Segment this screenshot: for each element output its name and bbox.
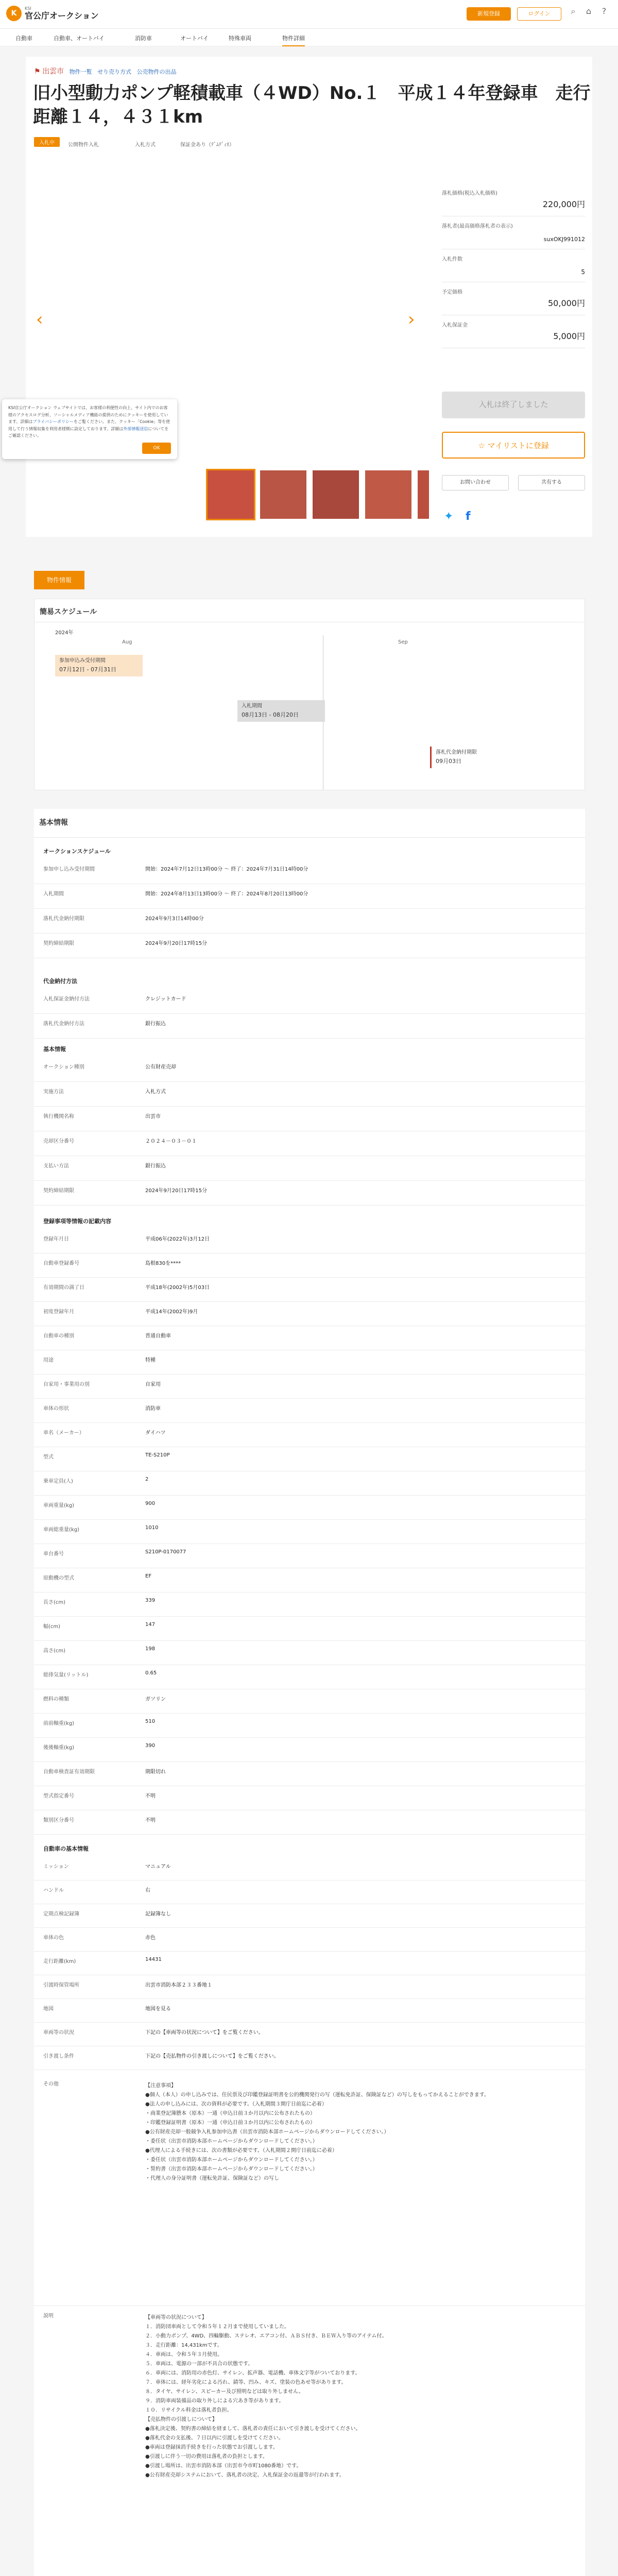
info-label: 車両総重量(kg): [43, 1527, 79, 1533]
info-value: 平成18年(2002年)5月03日: [145, 1285, 210, 1291]
info-row: [34, 859, 585, 884]
info-value: 下記の【売払物件の引き渡しについて】をご覧ください。: [145, 2054, 279, 2059]
info-value: S210P-0170077: [145, 1549, 186, 1555]
schedule-panel: [34, 599, 585, 790]
info-label: 地図: [43, 2006, 54, 2012]
info-label: 総排気量(リットル): [43, 1672, 89, 1678]
nav-item-car-bike[interactable]: 自動車、オートバイ: [54, 35, 105, 42]
info-value: 不明: [145, 1818, 156, 1823]
info-label: 自動車検査証有効期限: [43, 1769, 95, 1775]
info-row: [34, 1880, 585, 1904]
question-icon[interactable]: ?: [602, 6, 607, 16]
info-value: 不明: [145, 1793, 156, 1799]
info-row: [34, 1253, 585, 1278]
info-label: 引き渡し条件: [43, 2054, 74, 2059]
tab-property-info[interactable]: 物件情報: [34, 571, 84, 589]
thumbnail[interactable]: [206, 469, 255, 520]
info-row: [34, 1278, 585, 1302]
cookie-ok-button[interactable]: OK: [142, 443, 171, 454]
info-label: 自動車の種別: [43, 1333, 74, 1339]
info-row: [34, 989, 585, 1014]
logo-mark: K: [6, 6, 22, 21]
inquiry-button[interactable]: お問い合わせ: [442, 475, 509, 490]
info-label: 前前軸重(kg): [43, 1721, 74, 1726]
schedule-year: 2024年: [55, 630, 74, 636]
star-icon: ☆: [478, 441, 488, 450]
info-row: [34, 884, 585, 909]
info-row: [34, 1399, 585, 1423]
register-button[interactable]: 新規登録: [467, 7, 511, 21]
info-value: 1010: [145, 1525, 159, 1531]
site-logo[interactable]: [6, 6, 99, 21]
info-value: 銀行振込: [145, 1163, 166, 1169]
info-value: 900: [145, 1501, 156, 1506]
info-value: 147: [145, 1622, 156, 1628]
info-value: 島根830を****: [145, 1261, 181, 1266]
info-row: [34, 1617, 585, 1641]
info-label: 高さ(cm): [43, 1648, 66, 1654]
status-badge: 入札中: [34, 137, 60, 147]
info-value: 記録簿なし: [145, 1911, 171, 1917]
info-value: 赤色: [145, 1935, 156, 1941]
schedule-bar-bid: 入札期間 08月13日 - 08月20日: [237, 700, 325, 722]
info-label: 車体の形状: [43, 1406, 69, 1412]
price-row: 予定価格 50,000円: [442, 282, 585, 315]
info-value: 右: [145, 1888, 150, 1893]
group-basic: 基本情報: [43, 1046, 66, 1053]
external-info-link[interactable]: 外部情報送信: [123, 426, 148, 431]
info-label: 車両重量(kg): [43, 1503, 74, 1509]
info-label: 入札期間: [43, 891, 64, 897]
description-text: 【車両等の状況について】 １．消防団車両として令和５年１２月まで使用していました。 ２．小動力ポンプ、4WD、四輪駆動、ステレオ、エアコン付、ＡＢＳ付き、ＢＥＷ入り等のアイテム付。 ３．走行距離：14,431kmです。 ４．車両は、令和５年３月使用。 ５．車両は、電源の一部が不具合の状態です。 ６．車両には、消防用の赤色灯、サイレン、拡声器、電話機、車体文字等がついております。 ７．車体には、経年劣化による汚れ、錆等、凹み、キズ、塗装の色あせ等があります。 ８．タイヤ、サイレン、スピーカー及び照明などは取り外しません。 ９．消防車両装備品の取り外しによる穴あき等があります。 １０．リサイクル料金は落札者負担。 【売払物件の引渡しについて】 ●落札決定後、契約書の締結を経まして、落札者の責任において引き渡しを受けてください。 ●落札代金の支払後、７日以内に引渡しを受けてください。 ●車両は登録抹消手続きを行った状態でお引渡しします。 ●引渡しに伴う一切の費用は落札者の負担とします。 ●引渡し場所は、出雲市消防本部（出雲市今市町1080番地）です。 ●公有財産売却システムにおいて、落札者の決定、入札保証金の返還等が行われます。: [145, 2315, 387, 2478]
info-row: [34, 1738, 585, 1762]
info-value: 開始：2024年7月12日13時00分 〜 終了：2024年7月31日14時00分: [145, 867, 308, 872]
info-row: [34, 1350, 585, 1375]
info-value: 510: [145, 1719, 156, 1724]
info-row: [34, 1302, 585, 1326]
info-row: [34, 1229, 585, 1253]
privacy-link[interactable]: プライバシーポリシー: [32, 419, 74, 425]
info-row: [34, 1544, 585, 1568]
bid-closed-button[interactable]: 入札は終了しました: [442, 392, 585, 418]
thumbnail[interactable]: [259, 469, 308, 520]
info-row: [34, 1592, 585, 1617]
info-label: 車体の色: [43, 1935, 64, 1941]
page-title: 旧小型動力ポンプ軽積載車（４WD）No.１ 平成１４年登録車 走行距離１４，４３１km: [33, 83, 591, 127]
info-row: [34, 1057, 585, 1082]
info-label: 乗車定員(人): [43, 1479, 73, 1484]
add-mylist-button[interactable]: ☆ マイリストに登録: [442, 432, 585, 459]
info-label: 自家用・事業用の別: [43, 1382, 90, 1387]
info-row: [34, 1904, 585, 1928]
info-value: 14431: [145, 1957, 162, 1962]
info-row: [34, 1975, 585, 1999]
price-row: 入札件数 5: [442, 249, 585, 282]
info-value: 普通自動車: [145, 1333, 171, 1339]
nav-item-detail[interactable]: 物件詳細: [282, 34, 305, 46]
info-label: 型式指定番号: [43, 1793, 74, 1799]
info-label: 初度登録年月: [43, 1309, 74, 1315]
info-value: 平成06年(2022年)3月12日: [145, 1236, 210, 1242]
info-row: [34, 1014, 585, 1039]
info-label: ハンドル: [43, 1888, 64, 1893]
facebook-icon[interactable]: f: [466, 510, 471, 523]
share-button[interactable]: 共有する: [518, 475, 585, 490]
subinfo-deposit: 保証金あり（ﾃﾞﾑﾃﾞｨﾈ）: [180, 142, 234, 148]
info-value: 198: [145, 1646, 156, 1652]
info-label: 原動機の型式: [43, 1575, 74, 1581]
info-label: 型式: [43, 1454, 54, 1460]
info-row: [34, 909, 585, 934]
info-value: マニュアル: [145, 1864, 171, 1870]
info-label: 支払い方法: [43, 1163, 69, 1169]
info-row: [34, 1689, 585, 1714]
info-label: 落札代金納付期限: [43, 916, 84, 922]
info-value: ダイハツ: [145, 1430, 166, 1436]
home-icon[interactable]: ⌂: [586, 6, 592, 16]
info-label: 車両等の状況: [43, 2030, 74, 2036]
info-label: 燃料の種類: [43, 1697, 69, 1702]
thumbnail[interactable]: [364, 469, 413, 520]
info-value: ２０２４－０３－０１: [145, 1139, 197, 1144]
schedule-bar-payment: 落札代金納付期限 09月03日: [430, 747, 497, 768]
next-arrow-icon[interactable]: ›: [408, 309, 415, 330]
info-label: 定期点検記録簿: [43, 1911, 79, 1917]
info-label: 用途: [43, 1358, 54, 1363]
twitter-icon[interactable]: ✦: [444, 510, 454, 523]
info-row: [34, 1762, 585, 1786]
info-value: 銀行振込: [145, 1021, 166, 1027]
info-row: [34, 1810, 585, 1835]
login-button[interactable]: ログイン: [517, 7, 561, 21]
info-value: 消防車: [145, 1406, 161, 1412]
basic-info-header: 基本情報: [34, 809, 585, 838]
info-row: [34, 2046, 585, 2070]
info-value: 自家用: [145, 1382, 161, 1387]
breadcrumb: [34, 66, 177, 76]
price-row: 入札保証金 5,000円: [442, 315, 585, 348]
info-value: 入札方式: [145, 1089, 166, 1095]
thumbnail[interactable]: [416, 469, 431, 520]
info-row: [34, 1999, 585, 2023]
info-label: 落札代金納付方法: [43, 1021, 84, 1027]
info-row: [34, 1181, 585, 1206]
info-row: [34, 1857, 585, 1880]
price-row: 落札者(最高価格落札者の表示) suxOKJ991012: [442, 216, 585, 249]
nav-item-special[interactable]: 特殊車両: [229, 35, 251, 42]
info-label: 契約締結期限: [43, 1188, 74, 1194]
info-label: 後後軸重(kg): [43, 1745, 74, 1751]
info-label: 車台番号: [43, 1551, 64, 1557]
info-value: 公有財産売却: [145, 1064, 176, 1070]
thumbnail[interactable]: [311, 469, 360, 520]
info-label: 車名（メーカー）: [43, 1430, 84, 1436]
info-value: 2: [145, 1477, 149, 1482]
info-label: ミッション: [43, 1864, 69, 1870]
notes-row: その他: [34, 2074, 585, 2306]
info-row: [34, 1952, 585, 1975]
logo-small-text: KSI: [25, 6, 31, 11]
info-label: 類別区分番号: [43, 1818, 74, 1823]
info-label: 実施方法: [43, 1089, 64, 1095]
info-label: 売却区分番号: [43, 1139, 74, 1144]
breadcrumb-list[interactable]: 物件一覧: [69, 69, 92, 75]
nav-item-bike[interactable]: オートバイ: [180, 35, 209, 42]
info-row: [34, 1568, 585, 1592]
info-value: 出雲市: [145, 1114, 161, 1120]
info-label: 引渡時保管場所: [43, 1982, 79, 1988]
info-row: [34, 1107, 585, 1131]
info-value: クレジットカード: [145, 996, 186, 1002]
info-row: [34, 1641, 585, 1665]
info-value: 期限切れ: [145, 1769, 166, 1775]
group-vehicle-basic: 自動車の基本情報: [43, 1845, 89, 1852]
info-label: 登録年月日: [43, 1236, 69, 1242]
info-value: TE-S210P: [145, 1452, 170, 1458]
info-value: 地図を見る: [145, 2006, 171, 2012]
price-row: 落札価格(税込入札価格) 220,000円: [442, 183, 585, 216]
group-payment: 代金納付方法: [43, 978, 77, 985]
info-value: ガソリン: [145, 1697, 166, 1702]
info-value: 出雲市消防本部２３３番地１: [145, 1982, 212, 1988]
info-row: [34, 1423, 585, 1447]
info-value: 特種: [145, 1358, 156, 1363]
info-row: [34, 1496, 585, 1520]
price-panel: [442, 183, 585, 348]
info-value: 0.65: [145, 1670, 157, 1676]
group-registration: 登録事項等情報の記載内容: [43, 1218, 111, 1225]
info-label: 契約締結期限: [43, 941, 74, 946]
group-auction-schedule: オークションスケジュール: [43, 848, 111, 855]
month-sep: Sep: [398, 639, 408, 645]
info-row: [34, 1928, 585, 1952]
search-icon[interactable]: ⌕: [571, 6, 576, 16]
info-value: 2024年9月3日14時00分: [145, 916, 204, 922]
info-row: [34, 1520, 585, 1544]
breadcrumb-method[interactable]: せり売り方式: [97, 69, 132, 75]
info-row: [34, 1786, 585, 1810]
info-row: [34, 1665, 585, 1689]
info-row: [34, 1326, 585, 1350]
info-label: 走行距離(km): [43, 1959, 76, 1964]
logo-text: 官公庁オークション: [25, 11, 99, 21]
info-value: 開始：2024年8月13日13時00分 〜 終了：2024年8月20日13時00分: [145, 891, 308, 897]
site-header: [0, 0, 618, 29]
info-value: 平成14年(2002年)9月: [145, 1309, 198, 1315]
info-value: 2024年9月20日17時15分: [145, 941, 207, 946]
info-label: 有効期間の満了日: [43, 1285, 84, 1291]
category-nav: [0, 29, 618, 46]
info-label: オークション種別: [43, 1064, 84, 1070]
info-label: 参加申し込み受付期間: [43, 867, 95, 872]
info-row: [34, 2023, 585, 2046]
breadcrumb-city[interactable]: 出雲市: [42, 67, 64, 76]
info-row: [34, 1447, 585, 1471]
description-row: 説明: [34, 2306, 585, 2576]
info-row: [34, 1082, 585, 1107]
month-aug: Aug: [122, 639, 132, 645]
nav-item-car[interactable]: 自動車: [15, 35, 32, 42]
nav-item-fire-truck[interactable]: 消防車: [135, 35, 152, 42]
info-value: 339: [145, 1598, 156, 1603]
info-value: 390: [145, 1743, 156, 1749]
schedule-bar-apply: 参加申込み受付期間 07月12日 - 07月31日: [55, 655, 143, 676]
notes-text: 【注意事項】 ●個人（本人）の申し込みでは、住民票及び印鑑登録証明書を公的機関発行の写（運転免許証、保険証など）の写しをもってかえることができます。 ●法人の申し込みには、次の資料が必要です。（入札期間３開庁日前迄に必着） ・商業登記簿謄本（原本）一通（申込日前３か月以内に公布されたもの） ・印鑑登録証明書（原本）一通（申込日前３か月以内に公布されたもの） ●公有財産売却一般競争入札参加申込書（出雲市消防本部ホームページからダウンロードしてください。） ・委任状（出雲市消防本部ホームページからダウンロードしてください。） ●代理人による手続きには、次の書類が必要です。（入札期間２開庁日前迄に必着） ・委任状（出雲市消防本部ホームページからダウンロードしてください。） ・誓約書（出雲市消防本部ホームページからダウンロードしてください。） ・代理人の身分証明書（運転免許証、保険証など）の写し: [145, 2083, 489, 2181]
cookie-banner: KSI官公庁オークション ウェブサイトでは、お客様の利便性の向上、サイト内でのお客様のアクセスログ分析、ソーシャルメディア機能の提供のためにクッキーを使用しています。詳細はプライバシーポリシーをご覧ください。また、クッキー「Cookie」等を使用して行う情報収集を利用者様側に設定しております。詳細は外部情報送信についてをご確認ください。 OK: [2, 399, 177, 459]
city-flag-icon: ⚑: [34, 67, 41, 76]
breadcrumb-public[interactable]: 公売物件の出品: [136, 69, 177, 75]
subinfo-method: 入札方式: [135, 142, 156, 148]
schedule-title: 簡易スケジュール: [40, 608, 97, 616]
info-row: [34, 934, 585, 958]
info-value: EF: [145, 1573, 152, 1579]
info-row: [34, 1471, 585, 1496]
info-value: 2024年9月20日17時15分: [145, 1188, 207, 1194]
info-row: [34, 1714, 585, 1738]
prev-arrow-icon[interactable]: ‹: [36, 309, 43, 330]
info-row: [34, 1375, 585, 1399]
info-label: 長さ(cm): [43, 1600, 66, 1605]
info-row: [34, 1131, 585, 1156]
info-row: [34, 1156, 585, 1181]
info-label: 執行機関名称: [43, 1114, 74, 1120]
subinfo-type: 公開物件入札: [68, 142, 99, 148]
info-label: 幅(cm): [43, 1624, 61, 1630]
info-value: 下記の【車両等の状況について】をご覧ください。: [145, 2030, 264, 2036]
info-label: 自動車登録番号: [43, 1261, 79, 1266]
info-label: 入札保証金納付方法: [43, 996, 90, 1002]
